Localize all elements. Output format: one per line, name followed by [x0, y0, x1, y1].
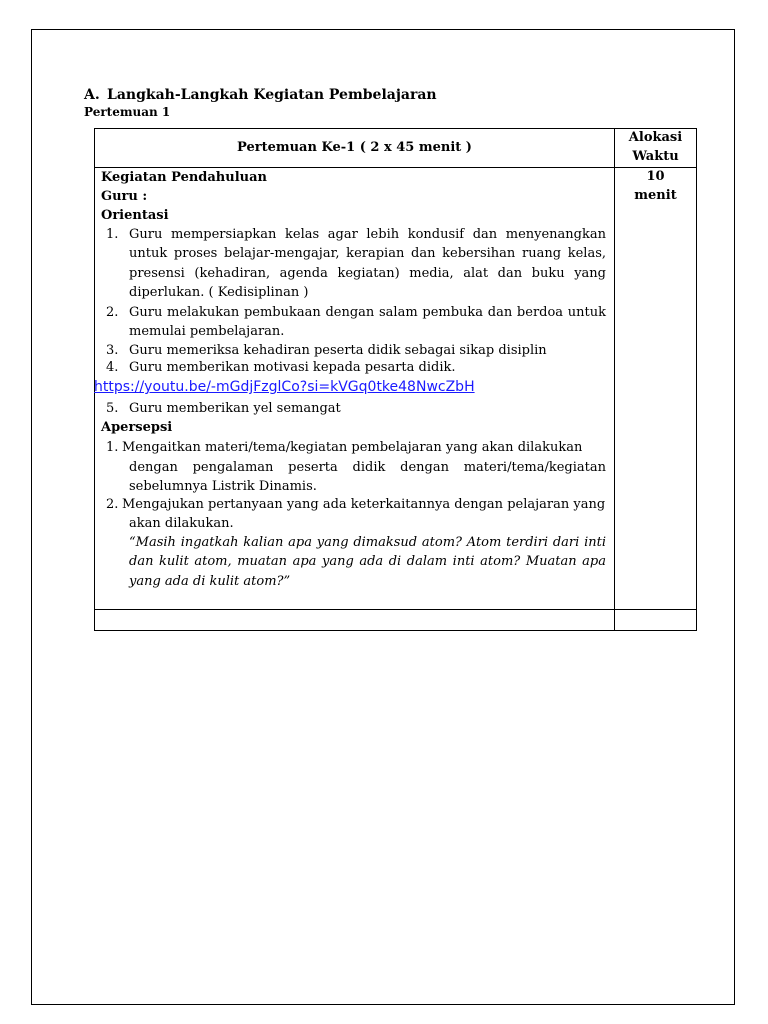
time-allocation: [615, 167, 696, 205]
apersepsi-item-number: 1.: [106, 440, 119, 455]
orientasi-item-text: Guru memberikan yel semangat: [129, 401, 341, 416]
apersepsi-item-number: 2.: [106, 497, 119, 512]
youtube-link[interactable]: https://youtu.be/-mGdjFzglCo?si=kVGq0tke48NwcZbH: [94, 379, 475, 395]
orientasi-item-number: 2.: [106, 305, 119, 320]
time-unit: menit: [634, 188, 677, 203]
header-alokasi: Alokasi: [628, 130, 683, 145]
section-title: Langkah-Langkah Kegiatan Pembelajaran: [107, 87, 437, 103]
orientasi-item-text: Guru memeriksa kehadiran peserta didik sebagai sikap disiplin: [129, 343, 547, 358]
apersepsi-item-continuation: akan dilakukan.: [129, 516, 234, 531]
apersepsi-item-first-line: Mengaitkan materi/tema/kegiatan pembelajaran yang akan dilakukan: [122, 440, 583, 455]
orientasi-item-number: 5.: [106, 401, 119, 416]
orientasi-item-text: Guru memberikan motivasi kepada pesarta didik.: [129, 360, 456, 375]
table-header-allocation: [615, 128, 696, 167]
section-letter: A.: [84, 87, 100, 103]
apersepsi-label: Apersepsi: [101, 420, 173, 435]
orientasi-item-number: 3.: [106, 343, 119, 358]
orientasi-label: Orientasi: [101, 208, 169, 223]
header-waktu: Waktu: [632, 149, 679, 164]
guru-label: Guru :: [101, 189, 148, 204]
section-heading: [84, 87, 437, 103]
orientasi-item-number: 1.: [106, 227, 119, 242]
time-value: 10: [646, 169, 665, 184]
kegiatan-title: Kegiatan Pendahuluan: [101, 170, 267, 185]
orientasi-item-number: 4.: [106, 360, 119, 375]
orientasi-item-text: Guru mempersiapkan kelas agar lebih kondusif dan menyenangkan untuk proses belajar-mengajar, kerapian dan kebersihan ruang kelas, presensi (kehadiran, agenda kegiatan) media, alat dan buku yang diperlukan. ( Kedisiplinan ): [129, 227, 606, 301]
quote-text: “Masih ingatkah kalian apa yang dimaksud atom? Atom terdiri dari inti dan kulit atom, muatan apa yang ada di dalam inti atom? Muatan apa yang ada di kulit atom?”: [129, 535, 606, 589]
table-row-divider: [94, 609, 697, 610]
table-header-main: Pertemuan Ke-1 ( 2 x 45 menit ): [237, 140, 472, 155]
apersepsi-item-first-line: Mengajukan pertanyaan yang ada keterkaitannya dengan pelajaran yang: [122, 497, 606, 512]
apersepsi-item-continuation: dengan pengalaman peserta didik dengan materi/tema/kegiatan sebelumnya Listrik Dinamis.: [129, 460, 606, 495]
section-subtitle: Pertemuan 1: [84, 105, 171, 119]
orientasi-item-text: Guru melakukan pembukaan dengan salam pembuka dan berdoa untuk memulai pembelajaran.: [129, 305, 606, 340]
